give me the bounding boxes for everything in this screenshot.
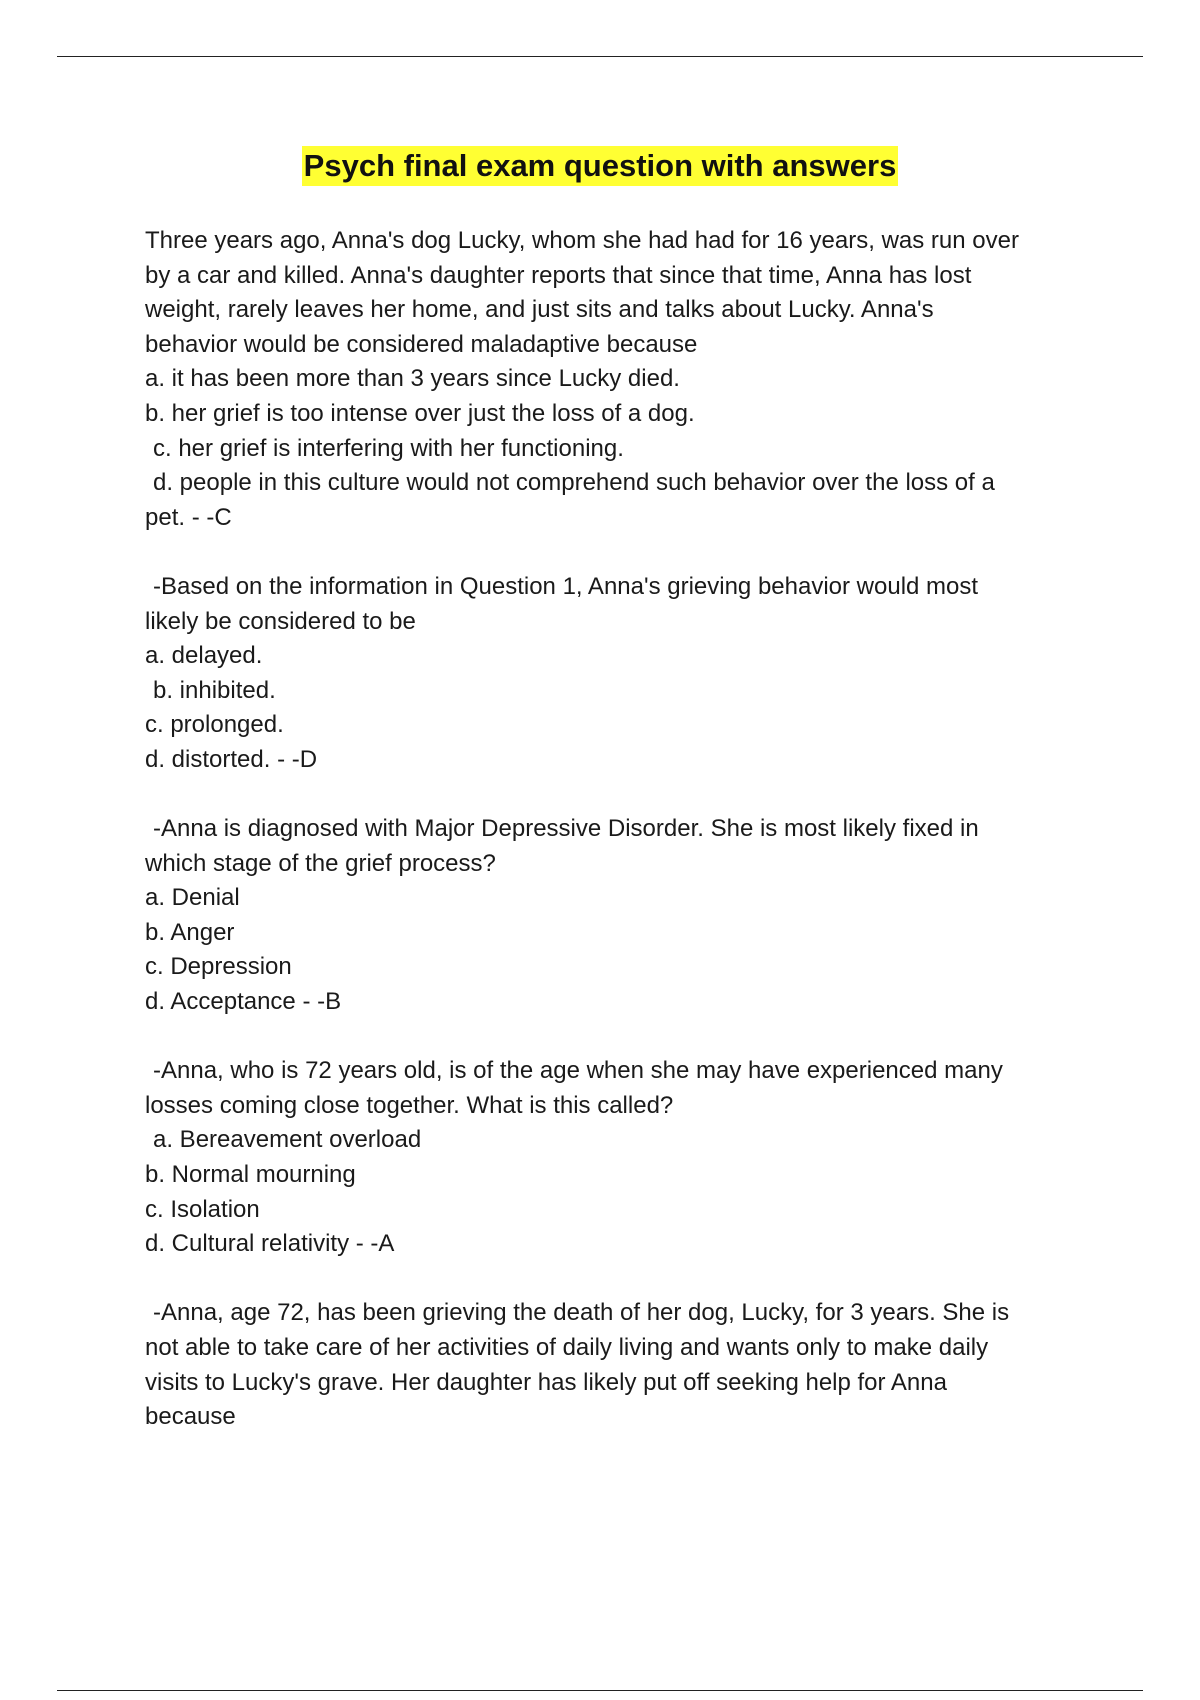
question-block [145, 1054, 1085, 1262]
question-stem-line: losses coming close together. What is this called? [145, 1091, 674, 1119]
question-stem-line: behavior would be considered maladaptive because [145, 330, 698, 358]
question-stem-line: by a car and killed. Anna's daughter reports that since that time, Anna has lost [145, 261, 972, 289]
question-stem-line: -Anna, age 72, has been grieving the death of her dog, Lucky, for 3 years. She is [153, 1299, 1010, 1327]
answer-option: b. Normal mourning [145, 1161, 356, 1189]
document-body [145, 224, 1085, 1469]
answer-option: c. her grief is interfering with her functioning. [153, 434, 624, 462]
answer-option: a. it has been more than 3 years since Lucky died. [145, 365, 680, 393]
answer-option: d. people in this culture would not comprehend such behavior over the loss of a [153, 469, 995, 497]
question-stem-line: -Based on the information in Question 1, Anna's grieving behavior would most [153, 572, 979, 600]
document-title: Psych final exam question with answers [302, 146, 899, 186]
answer-option: d. distorted. - -D [145, 745, 318, 773]
question-stem-line: not able to take care of her activities of daily living and wants only to make daily [145, 1334, 989, 1361]
question-block [145, 1296, 1085, 1434]
answer-option: a. delayed. [145, 642, 263, 670]
question-block [145, 224, 1085, 535]
answer-option: d. Acceptance - -B [145, 988, 342, 1016]
question-stem-line: which stage of the grief process? [145, 849, 496, 877]
question-stem-line: weight, rarely leaves her home, and just sits and talks about Lucky. Anna's [145, 296, 934, 324]
answer-option: a. Denial [145, 884, 240, 912]
answer-option: c. prolonged. [145, 711, 284, 739]
answer-option: b. Anger [145, 918, 235, 946]
question-stem-line: Three years ago, Anna's dog Lucky, whom she had had for 16 years, was run over [145, 227, 1019, 254]
answer-option: b. inhibited. [153, 676, 276, 704]
bottom-rule [57, 1690, 1143, 1691]
question-stem-line: because [145, 1403, 236, 1431]
title-wrap [0, 146, 1200, 186]
answer-option: a. Bereavement overload [153, 1126, 422, 1154]
question-stem-line: -Anna is diagnosed with Major Depressive Disorder. She is most likely fixed in [153, 815, 979, 843]
question-stem-line: likely be considered to be [145, 607, 416, 635]
top-rule [57, 56, 1143, 57]
question-stem-line: visits to Lucky's grave. Her daughter has likely put off seeking help for Anna [145, 1368, 947, 1396]
question-block [145, 570, 1085, 778]
answer-option: c. Depression [145, 953, 292, 981]
answer-option: b. her grief is too intense over just the loss of a dog. [145, 399, 695, 427]
answer-option: d. Cultural relativity - -A [145, 1230, 395, 1258]
answer-option: pet. - -C [145, 503, 232, 531]
answer-option: c. Isolation [145, 1195, 260, 1223]
question-stem-line: -Anna, who is 72 years old, is of the age when she may have experienced many [153, 1057, 1003, 1085]
question-block [145, 812, 1085, 1020]
